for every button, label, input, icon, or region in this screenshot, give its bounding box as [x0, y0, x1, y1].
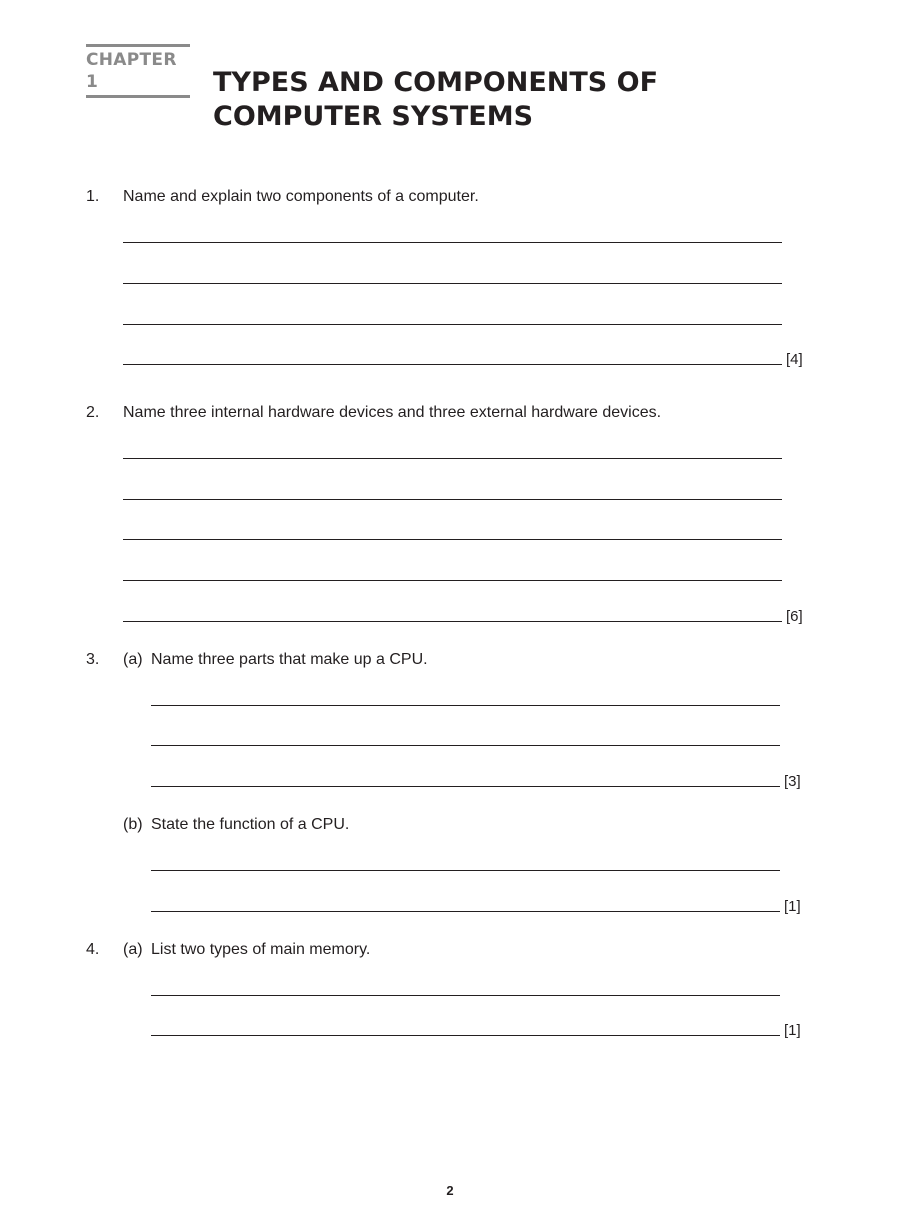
question-4a-label: (a)	[123, 941, 143, 958]
answer-line[interactable]	[123, 364, 782, 365]
question-3a-marks: [3]	[784, 773, 801, 790]
question-3b-label: (b)	[123, 816, 143, 833]
answer-line[interactable]	[151, 786, 780, 787]
answer-line[interactable]	[151, 745, 780, 746]
answer-line[interactable]	[151, 1035, 780, 1036]
question-4a-text: List two types of main memory.	[151, 941, 371, 958]
answer-line[interactable]	[123, 283, 782, 284]
question-1-marks: [4]	[786, 351, 803, 368]
answer-line[interactable]	[123, 458, 782, 459]
answer-line[interactable]	[123, 621, 782, 622]
chapter-rule-bottom	[86, 95, 190, 98]
question-2-marks: [6]	[786, 608, 803, 625]
question-4a-marks: [1]	[784, 1022, 801, 1039]
question-3b-marks: [1]	[784, 898, 801, 915]
question-2-text: Name three internal hardware devices and three external hardware devices.	[123, 404, 662, 421]
answer-line[interactable]	[151, 911, 780, 912]
answer-line[interactable]	[123, 539, 782, 540]
page-number: 2	[446, 1183, 454, 1198]
question-2-number: 2.	[86, 404, 100, 421]
question-1-number: 1.	[86, 188, 100, 205]
question-4-number: 4.	[86, 941, 100, 958]
question-1-text: Name and explain two components of a computer.	[123, 188, 479, 205]
question-3a-label: (a)	[123, 651, 143, 668]
answer-line[interactable]	[151, 870, 780, 871]
answer-line[interactable]	[123, 242, 782, 243]
answer-line[interactable]	[123, 499, 782, 500]
question-3b-text: State the function of a CPU.	[151, 816, 350, 833]
answer-line[interactable]	[123, 324, 782, 325]
chapter-label: CHAPTER 1	[86, 50, 177, 92]
page-title: TYPES AND COMPONENTS OF COMPUTER SYSTEMS	[213, 67, 659, 132]
chapter-header	[86, 44, 190, 98]
answer-line[interactable]	[151, 705, 780, 706]
answer-line[interactable]	[151, 995, 780, 996]
question-3a-text: Name three parts that make up a CPU.	[151, 651, 428, 668]
question-3-number: 3.	[86, 651, 100, 668]
answer-line[interactable]	[123, 580, 782, 581]
